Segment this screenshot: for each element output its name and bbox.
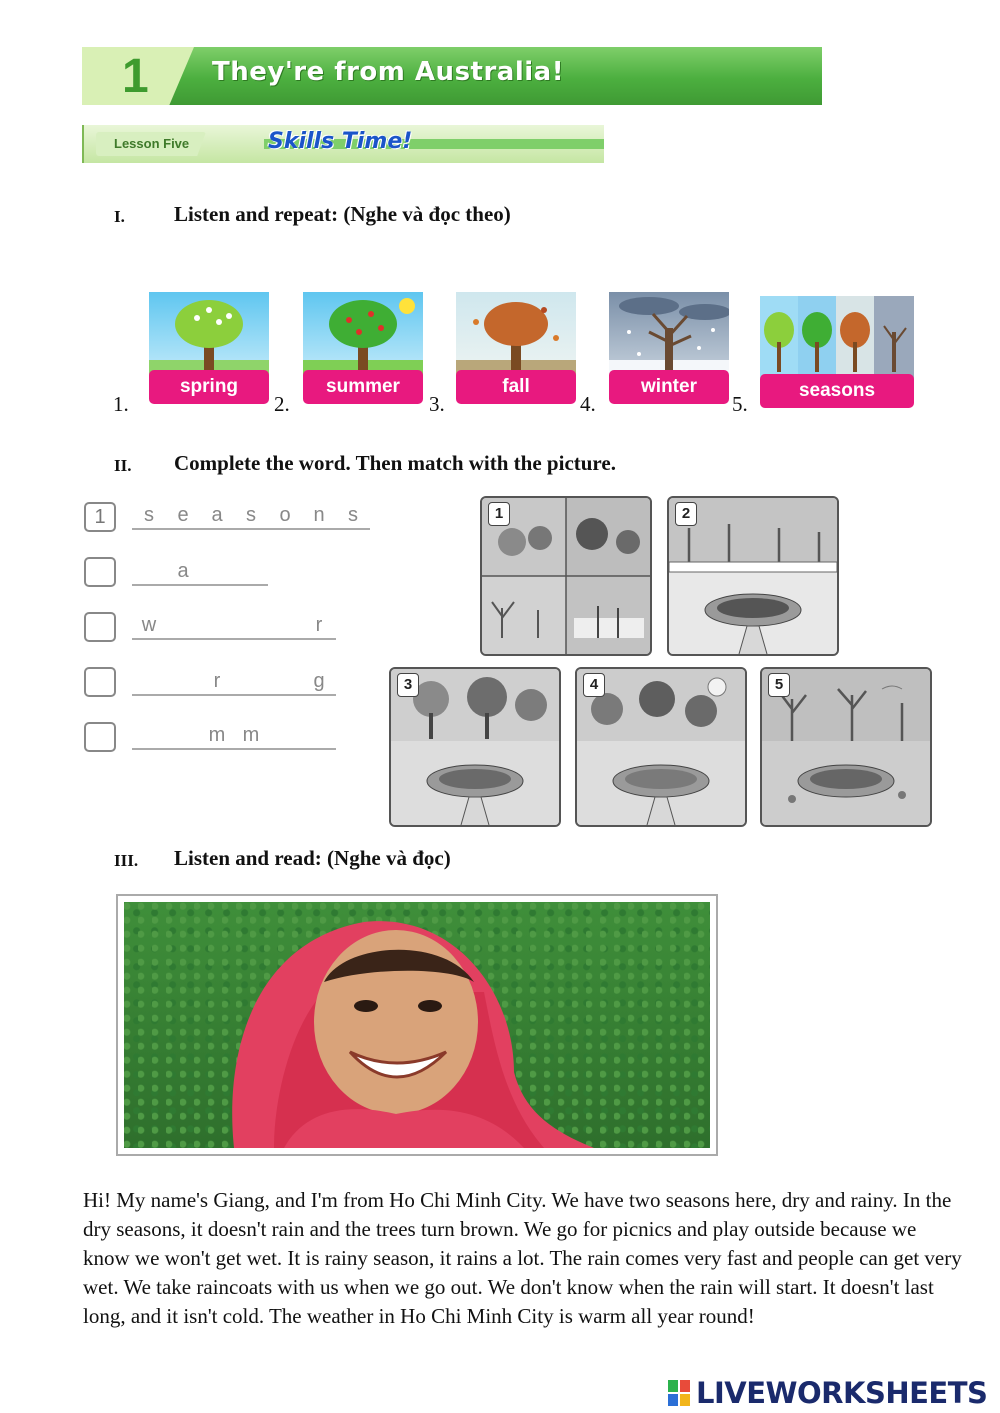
- girl-in-raincoat-icon: [124, 902, 710, 1148]
- word-row-3[interactable]: [132, 614, 336, 640]
- card-number: 5.: [732, 392, 748, 416]
- section-3-number: III.: [114, 851, 139, 870]
- photo-frame: [116, 894, 718, 1156]
- fall-tree-picture: [456, 292, 576, 380]
- scene-number: 3: [397, 673, 419, 697]
- section-2-title: Complete the word. Then match with the picture.: [174, 451, 616, 475]
- scene-picture-1: [480, 496, 652, 656]
- letter-slot: s: [234, 504, 268, 530]
- card-number: 4.: [580, 392, 596, 416]
- letter-slot[interactable]: [166, 670, 200, 696]
- season-card-winter: [609, 292, 729, 410]
- section-3-title: Listen and read: (Nghe và đọc): [174, 846, 451, 870]
- letter-slot: m: [234, 724, 268, 750]
- letter-slot: s: [132, 504, 166, 530]
- liveworksheets-brand[interactable]: LIVEWORKSHEETS: [696, 1376, 988, 1410]
- season-card-seasons: [760, 296, 914, 414]
- liveworksheets-logo-icon: [668, 1380, 690, 1406]
- letter-slot[interactable]: [268, 670, 302, 696]
- letter-slot[interactable]: [268, 724, 302, 750]
- word-row-5[interactable]: [132, 724, 336, 750]
- season-card-fall: [456, 292, 576, 410]
- winter-tree-icon: [609, 292, 729, 380]
- skills-title: Skills Time!: [268, 129, 413, 154]
- letter-slot[interactable]: [200, 560, 234, 586]
- letter-slot: a: [200, 504, 234, 530]
- letter-slot: g: [302, 670, 336, 696]
- card-label-fall: fall: [456, 370, 576, 404]
- letter-slot: r: [302, 614, 336, 640]
- unit-number: 1: [122, 50, 149, 103]
- letter-slot[interactable]: [132, 560, 166, 586]
- section-1-number: I.: [114, 207, 125, 226]
- scene-picture-2: [667, 496, 839, 656]
- word-row-4[interactable]: [132, 670, 336, 696]
- card-label-seasons: seasons: [760, 374, 914, 408]
- scene-number: 4: [583, 673, 605, 697]
- unit-title: They're from Australia!: [212, 57, 565, 87]
- answer-box[interactable]: [84, 612, 116, 642]
- scene-number: 2: [675, 502, 697, 526]
- card-label-winter: winter: [609, 370, 729, 404]
- spring-tree-icon: [149, 292, 269, 380]
- letter-slot: e: [166, 504, 200, 530]
- letter-slot: r: [200, 670, 234, 696]
- girl-in-raincoat-photo: [124, 902, 710, 1148]
- word-row-1: [132, 504, 370, 530]
- answer-box[interactable]: [84, 557, 116, 587]
- letter-slot: s: [336, 504, 370, 530]
- card-label-spring: spring: [149, 370, 269, 404]
- scene-number: 1: [488, 502, 510, 526]
- season-card-summer: [303, 292, 423, 410]
- season-card-spring: [149, 292, 269, 410]
- letter-slot[interactable]: [302, 724, 336, 750]
- letter-slot: a: [166, 560, 200, 586]
- letter-slot: w: [132, 614, 166, 640]
- word-row-2[interactable]: [132, 560, 268, 586]
- four-seasons-icon: [760, 296, 914, 384]
- letter-slot[interactable]: [234, 560, 268, 586]
- lesson-label: Lesson Five: [114, 136, 190, 151]
- scene-picture-5: [760, 667, 932, 827]
- scene-number: 5: [768, 673, 790, 697]
- summer-tree-icon: [303, 292, 423, 380]
- answer-box[interactable]: [84, 722, 116, 752]
- spring-tree-picture: [149, 292, 269, 380]
- section-2-number: II.: [114, 456, 132, 475]
- card-label-summer: summer: [303, 370, 423, 404]
- letter-slot[interactable]: [200, 614, 234, 640]
- card-number: 2.: [274, 392, 290, 416]
- summer-tree-picture: [303, 292, 423, 380]
- letter-slot[interactable]: [234, 670, 268, 696]
- letter-slot: m: [200, 724, 234, 750]
- letter-slot: n: [302, 504, 336, 530]
- lesson-banner: [82, 125, 604, 163]
- answer-box-number: 1: [94, 506, 106, 528]
- letter-slot[interactable]: [268, 614, 302, 640]
- scene-picture-4: [575, 667, 747, 827]
- winter-tree-picture: [609, 292, 729, 380]
- reading-passage: Hi! My name's Giang, and I'm from Ho Chi Minh City. We have two seasons here, dry and rainy. In the dry seasons, it doesn't rain and the trees turn brown. We go for picnics and play outside because we know we won't get wet. It is rainy season, it rains a lot. The rain comes very fast and people can get very wet. We take raincoats with us when we go out. We don't know when the rain will start. It doesn't last long, and it isn't cold. The weather in Ho Chi Minh City is warm all year round!: [83, 1188, 962, 1328]
- card-number: 1.: [113, 392, 129, 416]
- card-number: 3.: [429, 392, 445, 416]
- letter-slot[interactable]: [132, 724, 166, 750]
- four-seasons-picture: [760, 296, 914, 384]
- letter-slot[interactable]: [166, 724, 200, 750]
- letter-slot[interactable]: [166, 614, 200, 640]
- unit-banner: [82, 47, 822, 105]
- fall-tree-icon: [456, 292, 576, 380]
- scene-picture-3: [389, 667, 561, 827]
- section-1-title: Listen and repeat: (Nghe và đọc theo): [174, 202, 511, 226]
- answer-box[interactable]: [84, 502, 116, 532]
- answer-box[interactable]: [84, 667, 116, 697]
- letter-slot[interactable]: [132, 670, 166, 696]
- letter-slot[interactable]: [234, 614, 268, 640]
- letter-slot: o: [268, 504, 302, 530]
